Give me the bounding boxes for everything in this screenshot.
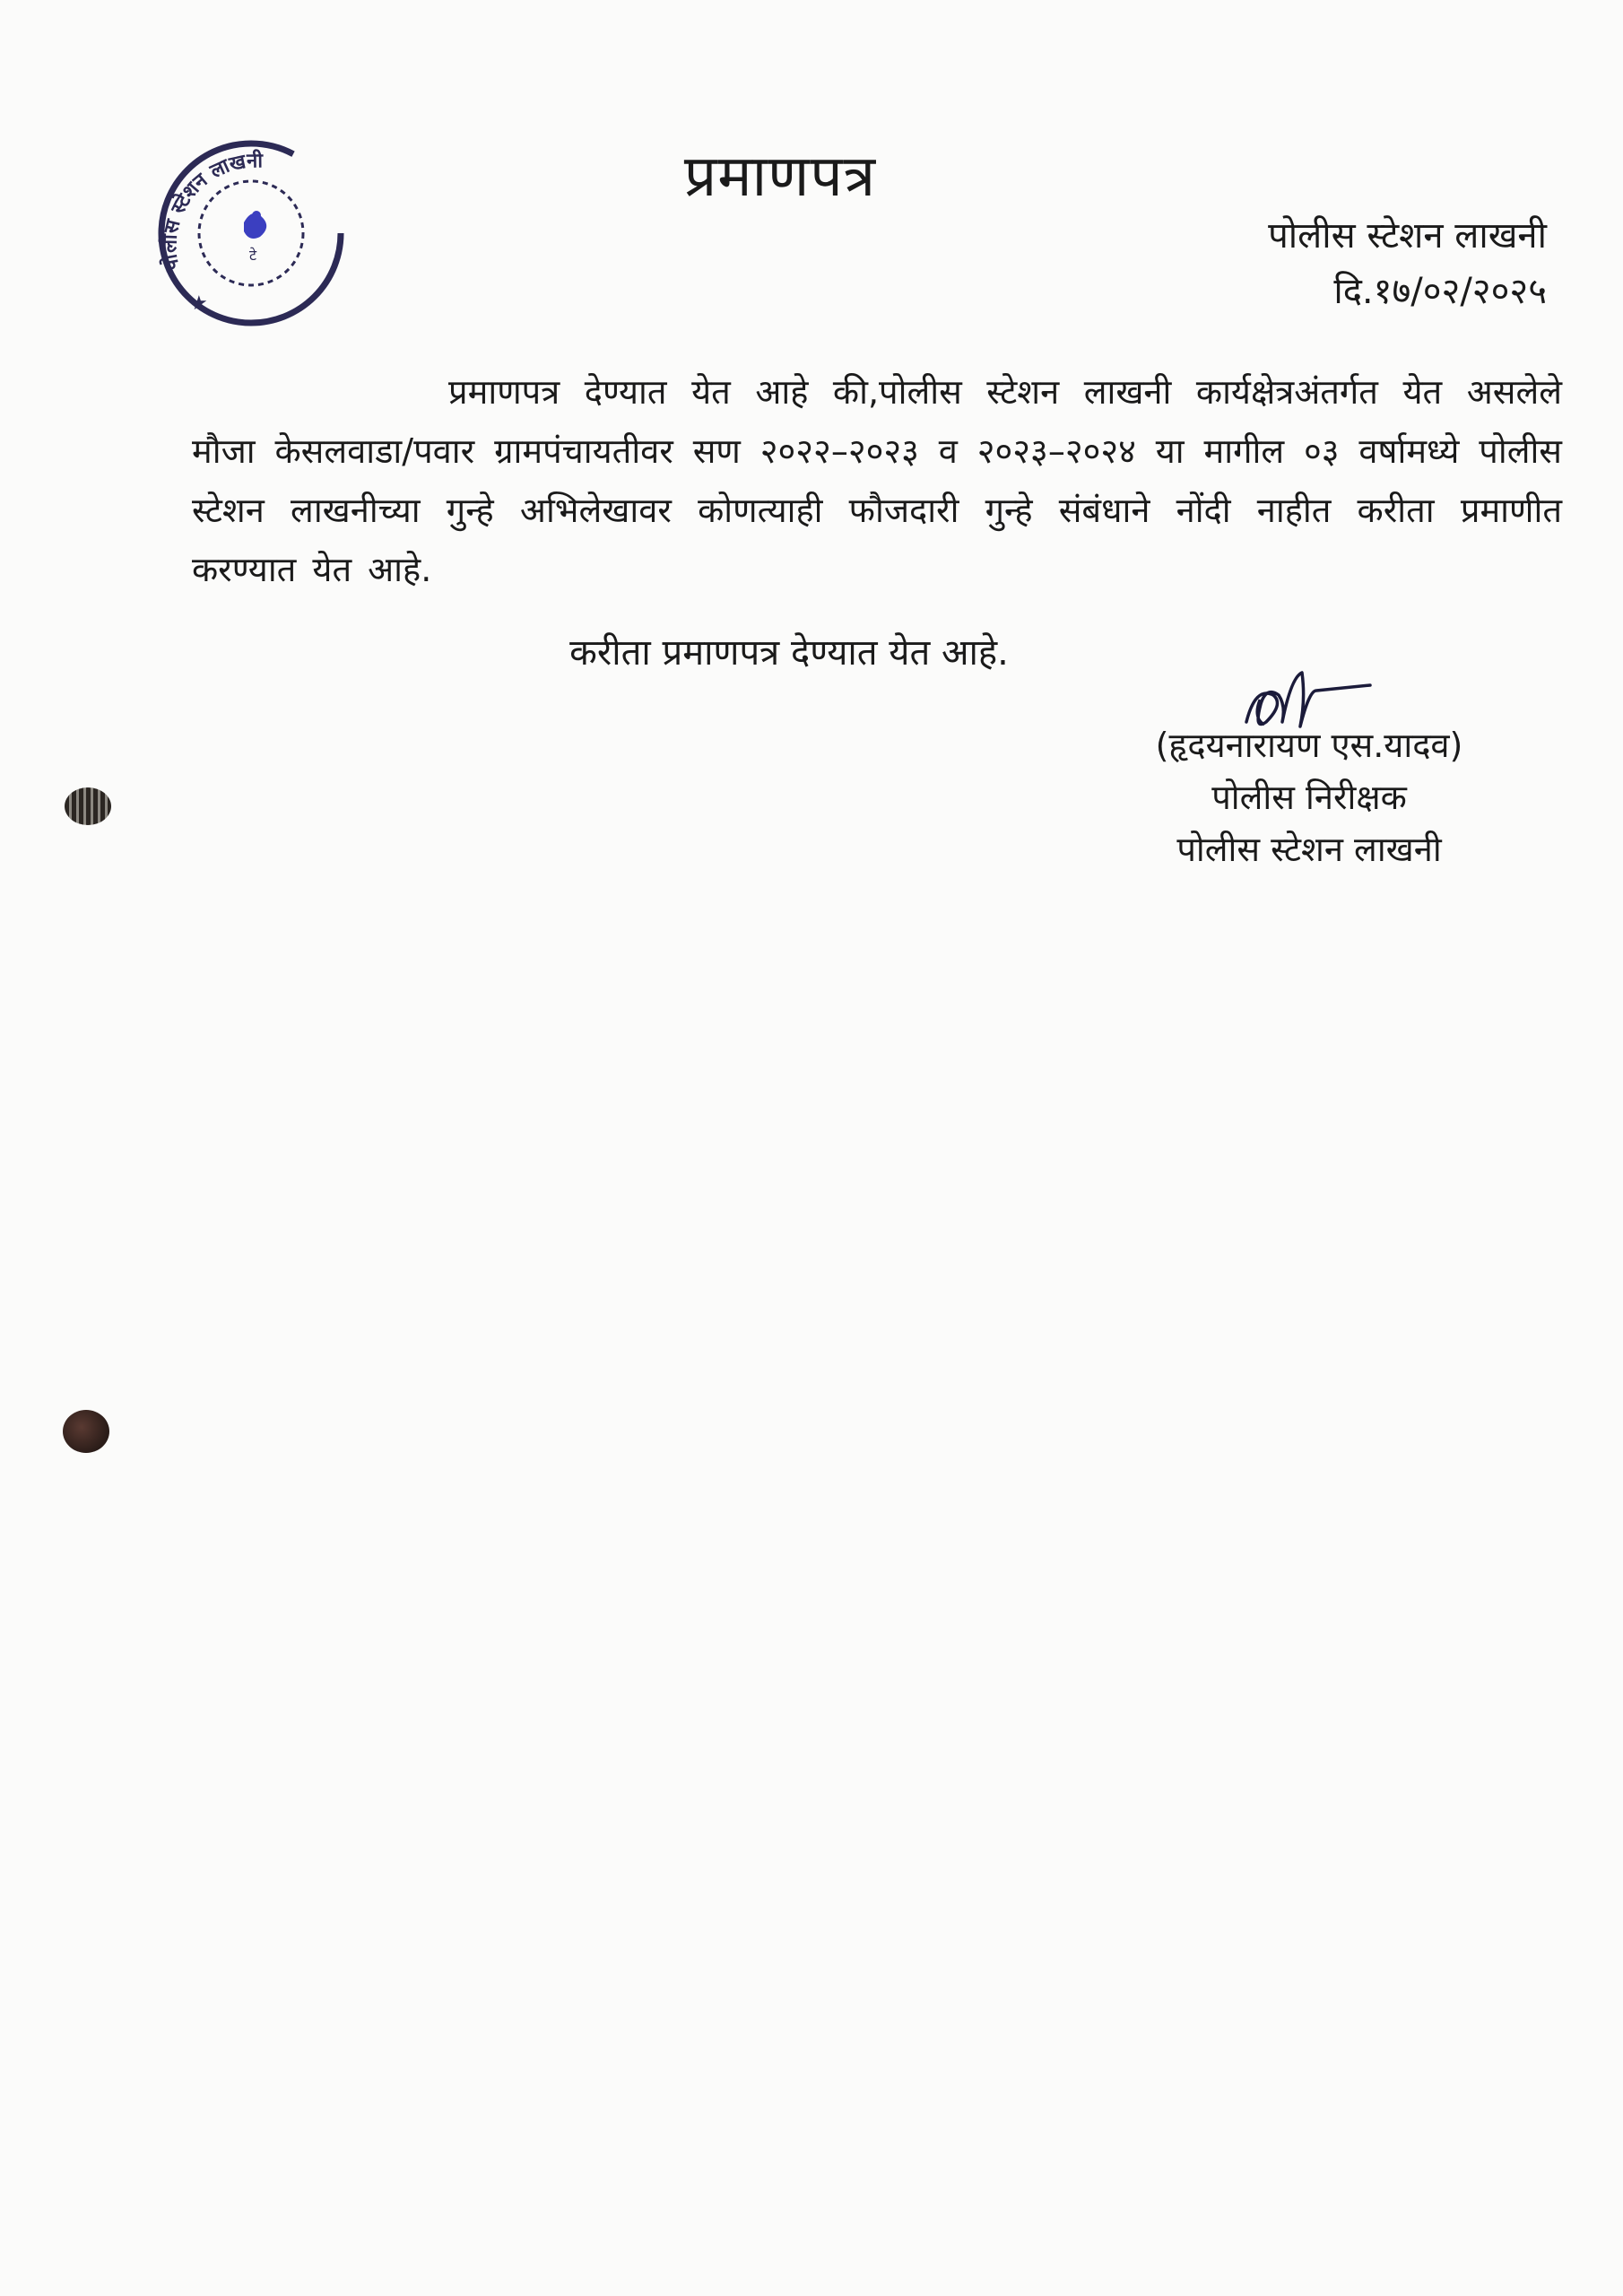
svg-text:टे: टे (249, 247, 257, 264)
signatory-designation: पोलीस निरीक्षक (1211, 778, 1407, 817)
svg-text:★: ★ (190, 292, 208, 315)
certificate-body: प्रमाणपत्र देण्यात येत आहे की,पोलीस स्टेशन लाखनी कार्यक्षेत्रअंतर्गत येत असलेले मौजा केसलवाडा/पवार ग्रामपंचायतीवर सण २०२२–२०२३ व २०२३–२०२४ या मागील ०३ वर्षामध्ये पोलीस स्टेशन लाखनीच्या गुन्हे अभिलेखावर कोणत्याही फौजदारी गुन्हे संबंधाने नोंदी नाहीत करीता प्रमाणीत करण्यात येत आहे. (192, 372, 1562, 589)
header-date: दि.१७/०२/२०२५ (1333, 271, 1547, 312)
signatory-name: (हृदयनारायण एस.यादव) (1155, 726, 1463, 765)
punch-hole-bottom (63, 1410, 109, 1453)
punch-hole-top (65, 787, 111, 825)
svg-text:पोलीस स्टेशन लाखनी: पोलीस स्टेशन लाखनी (159, 150, 264, 273)
document-title: प्रमाणपत्र (683, 144, 877, 210)
header-station: पोलीस स्टेशन लाखनी (1268, 215, 1547, 257)
header-block (1268, 208, 1547, 319)
signatory-station: पोलीस स्टेशन लाखनी (1176, 830, 1442, 869)
signatory-block (1112, 719, 1506, 875)
closing-line: करीता प्रमाणपत्र देण्यात येत आहे. (569, 632, 1009, 674)
